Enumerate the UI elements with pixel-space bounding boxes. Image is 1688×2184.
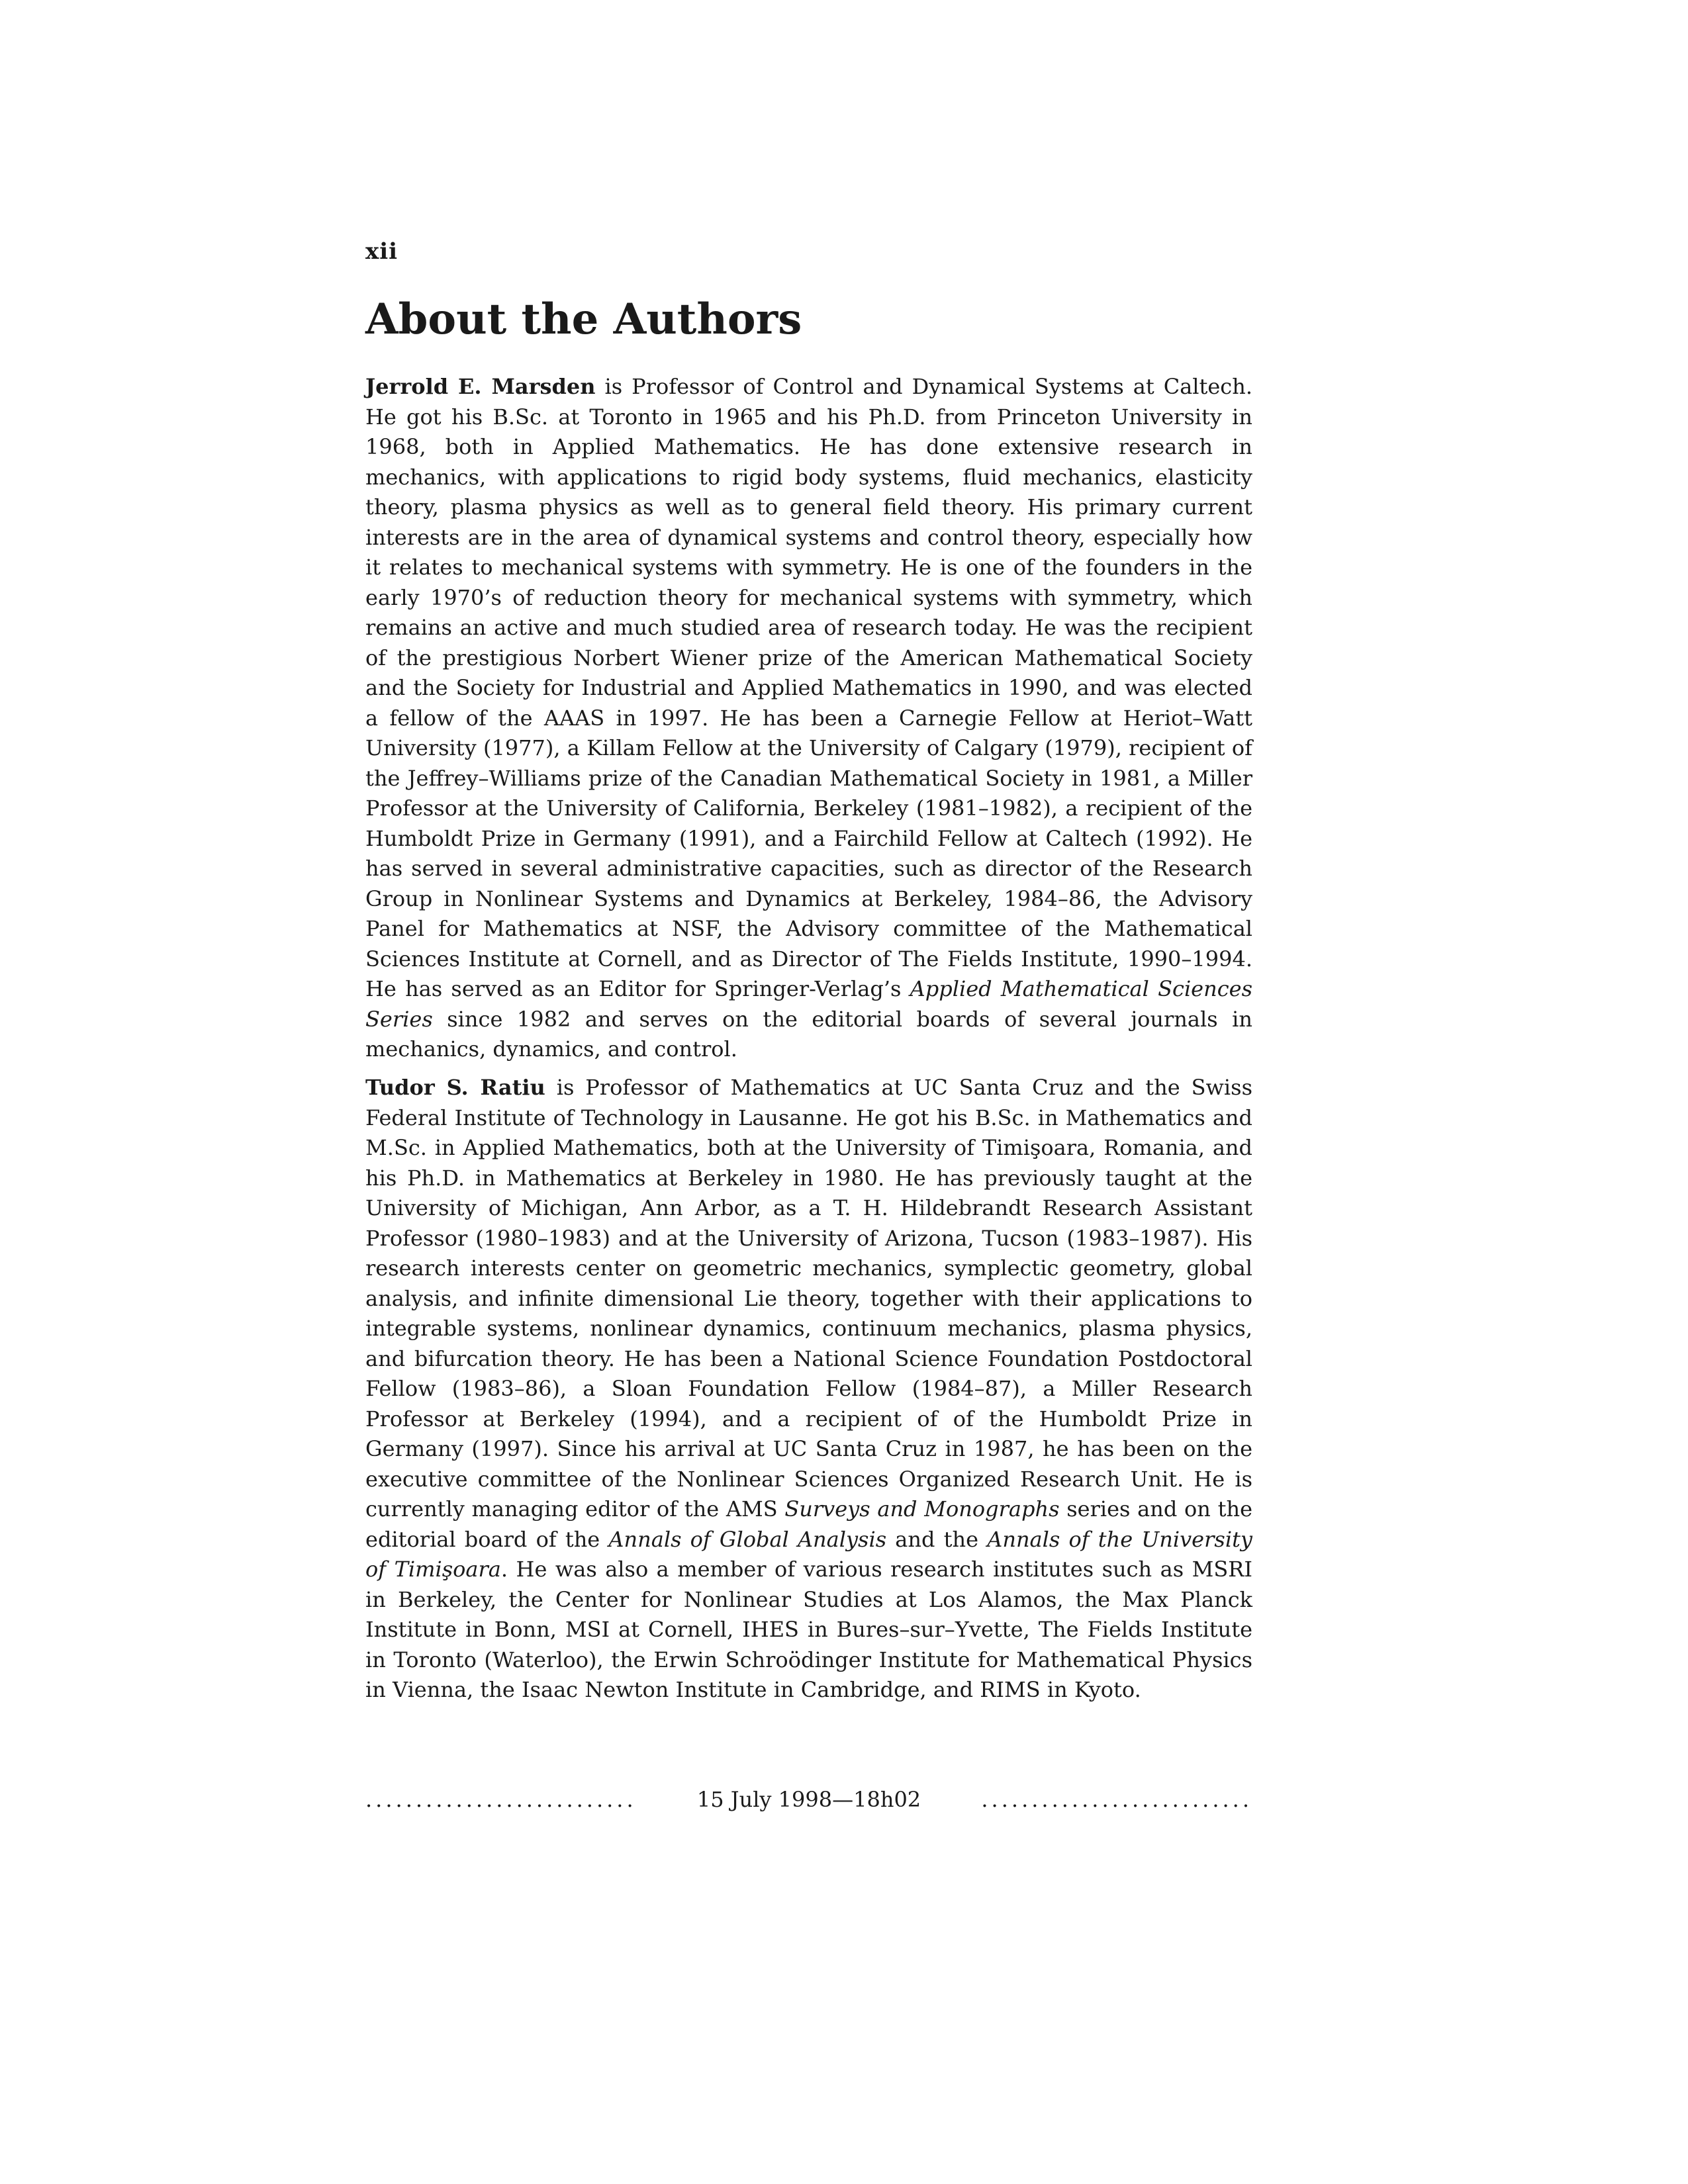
bio-ratiu-paragraph xyxy=(365,1073,1252,1706)
bio-text: . He was also a member of various research institutes such as MSRI in Berkeley, the Center for Nonlinear Studies at Los Alamos, the Max Planck Institute in Bonn, MSI at Cornell, IHES in Bures–sur–Yvette, The Fields Institute in Toronto (Waterloo), the Erwin Schroödinger Institute for Mathematical Physics in Vienna, the Isaac Newton Institute in Cambridge, and RIMS in Kyoto. xyxy=(365,1557,1253,1702)
bio-marsden-paragraph xyxy=(365,372,1252,1065)
page-number: xii xyxy=(365,238,399,265)
journal-title: Annals of the University of Timişoara xyxy=(365,1526,1253,1582)
bio-text: is Professor of Mathematics at UC Santa Cruz and the Swiss Federal Institute of Technology in Lausanne. He got his B.Sc. in Mathematics and M.Sc. in Applied Mathematics, both at the University of Timişoara, Romania, and his Ph.D. in Mathematics at Berkeley in 1980. He has previously taught at the University of Michigan, Ann Arbor, as a T. H. Hildebrandt Research Assistant Professor (1980–1983) and at the University of Arizona, Tucson (1983–1987). His research interests center on geometric mechanics, symplectic geometry, global analysis, and infinite dimensional Lie theory, together with their applications to integrable systems, nonlinear dynamics, continuum mechanics, plasma physics, and bifurcation theory. He has been a National Science Foundation Postdoctoral Fellow (1983–86), a Sloan Foundation Fellow (1984–87), a Miller Research Professor at Berkeley (1994), and a recipient of of the Humboldt Prize in Germany (1997). Since his arrival at UC Santa Cruz in 1987, he has been on the executive committee of the Nonlinear Sciences Organized Research Unit. He is currently managing editor of the AMS xyxy=(365,1075,1253,1522)
footer-date: 15 July 1998—18h02 xyxy=(696,1787,921,1812)
footer-leader-right: ........................... xyxy=(981,1787,1253,1812)
bio-ratiu xyxy=(365,1073,1252,1706)
bio-text: series and on the editorial board of the xyxy=(365,1496,1252,1552)
bio-text: and the xyxy=(886,1526,988,1552)
footer xyxy=(365,1787,1252,1812)
bio-marsden xyxy=(365,372,1252,1065)
series-title: Surveys and Monographs xyxy=(784,1496,1060,1522)
journal-title: Annals of Global Analysis xyxy=(608,1526,887,1552)
bio-text: is Professor of Control and Dynamical Systems at Caltech. He got his B.Sc. at Toronto in 1965 and his Ph.D. from Princeton University in 1968, both in Applied Mathematics. He has done extensive research in mechanics, with applications to rigid body systems, fluid mechanics, elasticity theory, plasma physics as well as to general field theory. His primary current interests are in the area of dynamical systems and control theory, especially how it relates to mechanical systems with symmetry. He is one of the founders in the early 1970’s of reduction theory for mechanical systems with symmetry, which remains an active and much studied area of research today. He was the recipient of the prestigious Norbert Wiener prize of the American Mathematical Society and the Society for Industrial and Applied Mathematics in 1990, and was elected a fellow of the AAAS in 1997. He has been a Carnegie Fellow at Heriot–Watt University (1977), a Killam Fellow at the University of Calgary (1979), recipient of the Jeffrey–Williams prize of the Canadian Mathematical Society in 1981, a Miller Professor at the University of California, Berkeley (1981–1982), a recipient of the Humboldt Prize in Germany (1991), and a Fairchild Fellow at Caltech (1992). He has served in several administrative capacities, such as director of the Research Group in Nonlinear Systems and Dynamics at Berkeley, 1984–86, the Advisory Panel for Mathematics at NSF, the Advisory committee of the Mathematical Sciences Institute at Cornell, and as Director of The Fields Institute, 1990–1994. He has served as an Editor for Springer-Verlag’s xyxy=(365,374,1253,1001)
chapter-title: About the Authors xyxy=(365,295,802,344)
series-title: Applied Mathematical Sciences Series xyxy=(365,976,1253,1032)
author-name-ratiu: Tudor S. Ratiu xyxy=(365,1075,545,1100)
bio-text: since 1982 and serves on the editorial boards of several journals in mechanics, dynamics, and control. xyxy=(365,1006,1252,1062)
author-name-marsden: Jerrold E. Marsden xyxy=(365,374,596,399)
footer-leader-left: ........................... xyxy=(365,1787,637,1812)
